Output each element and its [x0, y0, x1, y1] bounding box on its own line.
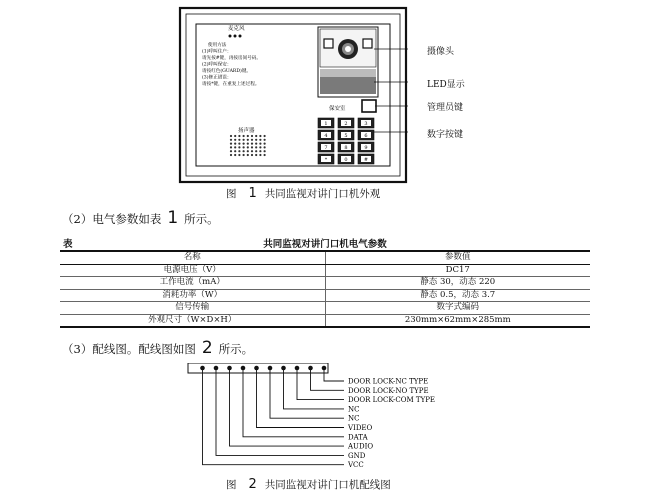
keypad-key-label: 8 [344, 145, 348, 151]
callout-led: LED显示 [427, 80, 465, 90]
col-value-header: 参数值 [325, 251, 590, 264]
keypad-key-label: * [324, 157, 328, 163]
callout-camera: 摄像头 [427, 47, 455, 57]
para2-suffix: 所示。 [184, 212, 219, 226]
row-name: 电源电压（V） [60, 264, 325, 277]
row-value: 静态 0.5，动态 3.7 [325, 289, 590, 302]
para2-prefix: （2）电气参数如表 [62, 212, 162, 226]
table-row [60, 289, 590, 302]
paragraph-electrical [62, 208, 219, 228]
keypad-key-label: 4 [324, 133, 328, 139]
row-value: 静态 30，动态 220 [325, 277, 590, 290]
figure1-caption-text: 共同监视对讲门口机外观 [264, 188, 381, 200]
table-label: 表 [63, 239, 73, 250]
callout-admin-key: 管理员键 [427, 103, 464, 113]
keypad-key[interactable] [338, 154, 354, 164]
microphone-label: 麦克风 [228, 26, 245, 32]
keypad-key[interactable] [358, 118, 374, 128]
callout-keypad: 数字按键 [427, 130, 464, 140]
instruction-line: 请按红色(GUARD)键。 [202, 69, 252, 74]
keypad-key[interactable] [318, 154, 334, 164]
figure2-caption [226, 477, 391, 492]
table-row [60, 264, 590, 277]
wire [268, 366, 360, 423]
instruction-line: 使用方法 [208, 43, 227, 48]
figure2-caption-prefix: 图 [226, 479, 237, 491]
wire-label: DATA [348, 433, 368, 442]
row-name: 工作电流（mA） [60, 277, 325, 290]
para2-num: 1 [167, 208, 179, 228]
paragraph-wiring [62, 338, 253, 358]
table-row [60, 302, 590, 315]
keypad-key[interactable] [338, 130, 354, 140]
speaker-grille-label: 扬声器 [238, 128, 255, 134]
instruction-line: 请按*键，在重复上述过程。 [202, 82, 260, 87]
row-value: DC17 [325, 264, 590, 277]
wiring-diagram [186, 363, 486, 471]
figure2-caption-text: 共同监视对讲门口机配线图 [264, 479, 391, 491]
row-value: 数字式编码 [325, 302, 590, 315]
keypad-key[interactable] [318, 130, 334, 140]
para3-prefix: （3）配线图。配线图如图 [62, 342, 196, 356]
electrical-parameters-table [60, 250, 590, 328]
microphone-holes [229, 35, 242, 38]
wire-label: DOOR LOCK-COM TYPE [348, 396, 436, 405]
table-header-row [60, 251, 590, 264]
wire-label: DOOR LOCK-NC TYPE [348, 377, 429, 386]
keypad-key[interactable] [338, 118, 354, 128]
keypad-key-label: # [363, 157, 369, 163]
wire-label: GND [348, 451, 366, 460]
figure1-caption [226, 186, 380, 201]
table-row [60, 314, 590, 327]
wire-label: NC [348, 405, 360, 414]
keypad-key-label: 3 [364, 121, 368, 127]
keypad-key[interactable] [358, 154, 374, 164]
keypad-key[interactable] [358, 142, 374, 152]
admin-key[interactable] [362, 100, 376, 112]
row-name: 消耗功率（W） [60, 289, 325, 302]
table-row [60, 277, 590, 290]
table-title: 共同监视对讲门口机电气参数 [263, 239, 387, 250]
wire-label: NC [348, 414, 360, 423]
keypad-key[interactable] [338, 142, 354, 152]
wire-label: DOOR LOCK-NO TYPE [348, 386, 429, 395]
wire-label: VCC [348, 461, 364, 470]
para3-num: 2 [201, 338, 213, 358]
keypad-key[interactable] [318, 118, 334, 128]
wire [322, 366, 429, 386]
instruction-line: (1)呼叫住户： [202, 49, 232, 55]
instruction-line: (3)修正错误： [202, 75, 232, 81]
figure1-caption-num: 1 [248, 186, 257, 201]
keypad-key-label: 5 [344, 133, 348, 139]
keypad-key-label: 9 [364, 145, 368, 151]
row-value: 230mm×62mm×285mm [325, 314, 590, 327]
para3-suffix: 所示。 [218, 342, 254, 356]
figure2-caption-num: 2 [248, 477, 257, 492]
guard-room-label: 保安室 [329, 106, 346, 112]
instruction-line: (2)呼叫保安： [202, 62, 232, 68]
instruction-line: 请先按#键，再按房间号码。 [202, 56, 261, 61]
keypad-key-label: 6 [364, 133, 368, 139]
figure1-caption-prefix: 图 [226, 188, 237, 200]
table-header [60, 236, 590, 250]
row-name: 外观尺寸（W×D×H） [60, 314, 325, 327]
wire-label: AUDIO [348, 442, 374, 451]
keypad-key-label: 0 [344, 157, 348, 163]
keypad-key-label: 7 [324, 145, 328, 151]
col-name-header: 名称 [60, 251, 325, 264]
row-name: 信号传输 [60, 302, 325, 315]
keypad-key[interactable] [318, 142, 334, 152]
keypad-key-label: 2 [344, 121, 348, 127]
wire-label: VIDEO [348, 424, 373, 432]
keypad-key[interactable] [358, 130, 374, 140]
door-station-figure [178, 6, 408, 184]
keypad-key-label: 1 [324, 121, 328, 127]
